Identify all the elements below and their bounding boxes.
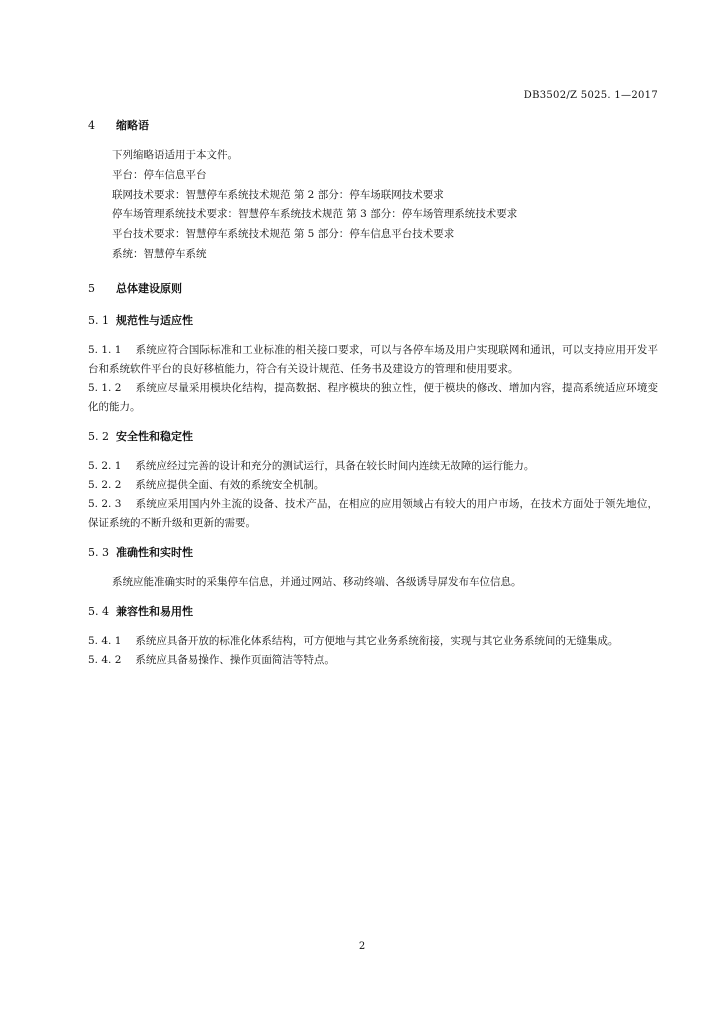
subsection-5-2-heading (88, 425, 658, 449)
clause-number: 5. 4. 2 (88, 653, 122, 666)
subsection-number: 5. 2 (88, 429, 109, 443)
list-item: 停车场管理系统技术要求：智慧停车系统技术规范 第 3 部分：停车场管理系统技术要求 (112, 208, 518, 221)
list-item: 系统：智慧停车系统 (112, 247, 207, 260)
clause-text: 系统应具备开放的标准化体系结构，可方便地与其它业务系统衔接，实现与其它业务系统间的无缝集成。 (135, 634, 619, 647)
section-number: 5 (88, 281, 95, 295)
clause-number: 5. 4. 1 (88, 634, 122, 647)
section-title: 总体建设原则 (116, 281, 182, 295)
paragraph-5-3: 系统应能准确实时的采集停车信息，并通过网站、移动终端、各级诱导屏发布车位信息。 (112, 575, 522, 588)
subsection-title: 兼容性和易用性 (116, 604, 193, 618)
clause-number: 5. 2. 3 (88, 497, 122, 510)
clause-5-4-1 (88, 632, 658, 651)
subsection-5-4-heading (88, 600, 658, 624)
clause-text: 系统应尽量采用模块化结构，提高数据、程序模块的独立性，便于模块的修改、增加内容，提高系统适应环境变化的能力。 (88, 381, 658, 413)
document-code: DB3502/Z 5025. 1—2017 (523, 90, 658, 101)
subsection-5-1-heading (88, 309, 658, 333)
clause-text: 系统应符合国际标准和工业标准的相关接口要求，可以与各停车场及用户实现联网和通讯，可以支持应用开发平台和系统软件平台的良好移植能力，符合有关设计规范、任务书及建设方的管理和使用要求。 (88, 343, 658, 375)
list-item: 平台技术要求：智慧停车系统技术规范 第 5 部分：停车信息平台技术要求 (112, 228, 455, 241)
subsection-title: 安全性和稳定性 (116, 429, 193, 443)
clause-5-1-1 (88, 341, 658, 379)
subsection-title: 规范性与适应性 (116, 313, 193, 327)
section-title: 缩略语 (116, 119, 149, 132)
abbreviation-intro: 下列缩略语适用于本文件。 (112, 149, 238, 161)
subsection-number: 5. 3 (88, 545, 109, 559)
clause-text: 系统应提供全面、有效的系统安全机制。 (135, 478, 325, 491)
clause-text: 系统应经过完善的设计和充分的测试运行，具备在较长时间内连续无故障的运行能力。 (135, 459, 535, 472)
section-number: 4 (88, 119, 95, 132)
clause-number: 5. 2. 1 (88, 459, 122, 472)
clause-number: 5. 1. 1 (88, 343, 122, 356)
section-4-heading (88, 114, 658, 138)
subsection-title: 准确性和实时性 (116, 545, 193, 559)
clause-text: 系统应具备易操作、操作页面简洁等特点。 (135, 653, 335, 666)
clause-number: 5. 2. 2 (88, 478, 122, 491)
abbreviation-list (88, 146, 658, 265)
page-number: 2 (358, 941, 366, 952)
subsection-number: 5. 4 (88, 604, 109, 618)
clause-number: 5. 1. 2 (88, 381, 122, 394)
page-content (88, 114, 658, 670)
clause-5-2-3 (88, 495, 658, 533)
section-5-heading (88, 277, 658, 301)
clause-5-2-1 (88, 457, 658, 476)
subsection-number: 5. 1 (88, 313, 109, 327)
clause-5-1-2 (88, 379, 658, 417)
clause-text: 系统应采用国内外主流的设备、技术产品，在相应的应用领域占有较大的用户市场，在技术方面处于领先地位，保证系统的不断升级和更新的需要。 (88, 497, 658, 529)
subsection-5-3-heading (88, 541, 658, 565)
clause-5-2-2 (88, 476, 658, 495)
list-item: 平台：停车信息平台 (112, 168, 207, 181)
list-item: 联网技术要求：智慧停车系统技术规范 第 2 部分：停车场联网技术要求 (112, 188, 444, 201)
clause-5-4-2 (88, 651, 658, 670)
